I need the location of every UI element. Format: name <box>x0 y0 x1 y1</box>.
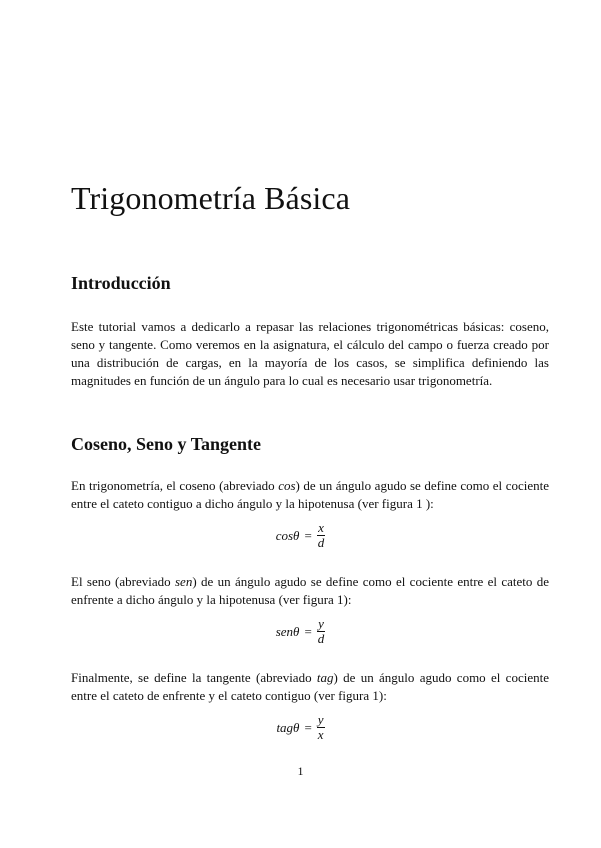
cos-formula-denominator: d <box>317 535 325 550</box>
sen-text-before: El seno (abreviado <box>71 574 175 589</box>
section-heading-introduccion: Introducción <box>71 273 171 293</box>
cos-formula-fraction <box>317 521 326 550</box>
tag-formula-fraction <box>317 713 325 742</box>
page-number: 1 <box>297 764 304 778</box>
section-heading-coseno-seno-tangente: Coseno, Seno y Tangente <box>71 434 262 454</box>
sen-formula-lhs: senθ <box>275 623 300 639</box>
sen-text-after: ) de un ángulo agudo se define como el cociente entre el cateto de enfrente a dicho ángulo y la hipotenusa (ver figura 1): <box>71 574 550 607</box>
cos-formula <box>0 521 601 550</box>
sen-formula-eq: = <box>304 623 312 639</box>
cos-formula-numerator: x <box>318 520 324 535</box>
cos-text-after: ) de un ángulo agudo se define como el cociente entre el cateto contiguo a dicho ángulo y la hipotenusa (ver figura 1 ): <box>71 478 549 511</box>
tag-formula-lhs: tagθ <box>276 719 300 735</box>
sen-formula <box>0 617 601 646</box>
sen-formula-numerator: y <box>318 616 324 631</box>
cos-abbr: cos <box>278 478 296 493</box>
intro-paragraph: Este tutorial vamos a dedicarlo a repasar las relaciones trigonométricas básicas: coseno, seno y tangente. Como veremos en la asignatura, el cálculo del campo o fuerza creado por una distribución de cargas, en la mayoría de los casos, se simplifica definiendo las magnitudes en función de un ángulo para lo cual es necesario usar trigonometría. <box>71 319 549 388</box>
sen-formula-denominator: d <box>317 631 325 646</box>
tag-formula <box>0 713 601 742</box>
sen-abbr: sen <box>174 574 193 589</box>
cos-text-before: En trigonometría, el coseno (abreviado <box>71 478 279 493</box>
sen-paragraph <box>71 573 549 609</box>
document-title: Trigonometría Básica <box>71 180 350 216</box>
tag-formula-numerator: y <box>317 712 324 727</box>
tag-abbr: tag <box>316 670 334 685</box>
cos-formula-eq: = <box>304 527 312 543</box>
tag-text-after: ) de un ángulo agudo como el cociente entre el cateto de enfrente y el cateto contiguo (ver figura 1): <box>71 670 549 703</box>
tag-formula-eq: = <box>304 719 312 735</box>
tag-formula-denominator: x <box>317 727 324 742</box>
cos-formula-lhs: cosθ <box>275 527 300 543</box>
tag-paragraph <box>71 669 549 705</box>
cos-paragraph <box>71 477 549 513</box>
tag-text-before: Finalmente, se define la tangente (abreviado <box>71 670 317 685</box>
sen-formula-fraction <box>317 617 326 646</box>
